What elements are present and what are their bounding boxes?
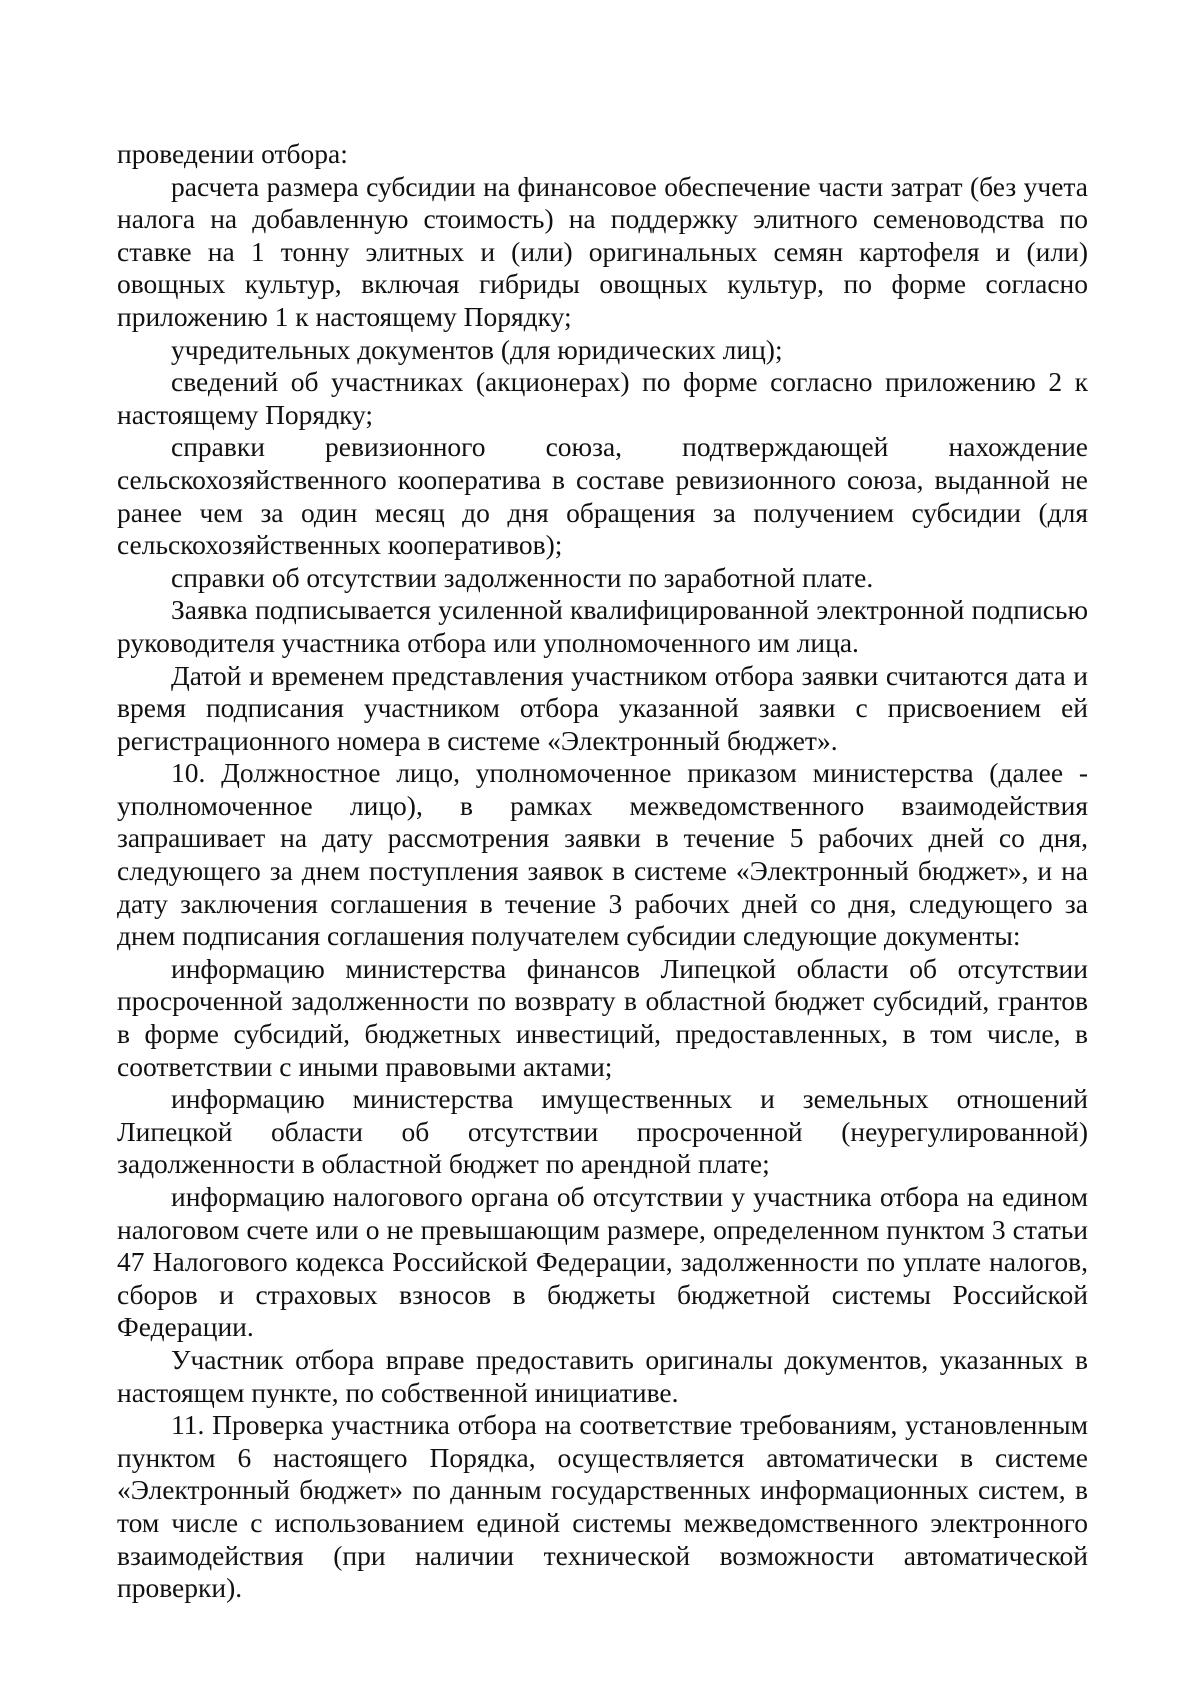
paragraph-tax-authority-info: информацию налогового органа об отсутствии у участника отбора на едином налоговом счете или о не превышающим размере, определенном пунктом 3 статьи 47 Налогового кодекса Российской Федерации, задолженности по уплате налогов, сборов и страховых взносов в бюджеты бюджетной системы Российской Федерации. xyxy=(117,1181,1088,1343)
paragraph-finance-ministry-info: информацию министерства финансов Липецкой области об отсутствии просроченной задолженности по возврату в областной бюджет субсидий, грантов в форме субсидий, бюджетных инвестиций, предоставленных, в том числе, в соответствии с иными правовыми актами; xyxy=(117,952,1088,1082)
paragraph-audit-union-certificate: справки ревизионного союза, подтверждающей нахождение сельскохозяйственного кооператива в составе ревизионного союза, выданной не ранее чем за один месяц до дня обращения за получением субсидии (для сельскохозяйственных кооперативов); xyxy=(117,431,1088,561)
paragraph-item-10: 10. Должностное лицо, уполномоченное приказом министерства (далее - уполномоченное лицо), в рамках межведомственного взаимодействия запрашивает на дату рассмотрения заявки в течение 5 рабочих дней со дня, следующего за днем поступления заявок в системе «Электронный бюджет», и на дату заключения соглашения в течение 3 рабочих дней со дня, следующего за днем подписания соглашения получателем субсидии следующие документы: xyxy=(117,757,1088,952)
paragraph-item-11: 11. Проверка участника отбора на соответствие требованиям, установленным пунктом 6 настоящего Порядка, осуществляется автоматически в системе «Электронный бюджет» по данным государственных информационных систем, в том числе с использованием единой системы межведомственного электронного взаимодействия (при наличии технической возможности автоматической проверки). xyxy=(117,1409,1088,1604)
paragraph-founding-documents: учредительных документов (для юридических лиц); xyxy=(171,333,783,365)
paragraph-property-ministry-info: информацию министерства имущественных и земельных отношений Липецкой области об отсутствии просроченной (неурегулированной) задолженности в областной бюджет по арендной плате; xyxy=(117,1083,1088,1180)
paragraph-calculation-form: расчета размера субсидии на финансовое обеспечение части затрат (без учета налога на добавленную стоимость) на поддержку элитного семеноводства по ставке на 1 тонну элитных и (или) оригинальных семян картофеля и (или) овощных культур, включая гибриды овощных культур, по форме согласно приложению 1 к настоящему Порядку; xyxy=(117,170,1088,332)
paragraph-originals-initiative: Участник отбора вправе предоставить оригиналы документов, указанных в настоящем пункте, по собственной инициативе. xyxy=(117,1343,1088,1408)
paragraph-shareholders-info: сведений об участниках (акционерах) по форме согласно приложению 2 к настоящему Порядку; xyxy=(117,366,1088,430)
paragraph-electronic-signature: Заявка подписывается усиленной квалифицированной электронной подписью руководителя участника отбора или уполномоченного им лица. xyxy=(117,594,1088,658)
paragraph-continuation: проведении отбора: xyxy=(117,138,348,169)
paragraph-salary-debt-certificate: справки об отсутствии задолженности по заработной плате. xyxy=(171,561,874,593)
document-page xyxy=(117,138,1088,1605)
paragraph-submission-date: Датой и временем представления участником отбора заявки считаются дата и время подписания участником отбора указанной заявки с присвоением ей регистрационного номера в системе «Электронный бюджет». xyxy=(117,659,1088,756)
